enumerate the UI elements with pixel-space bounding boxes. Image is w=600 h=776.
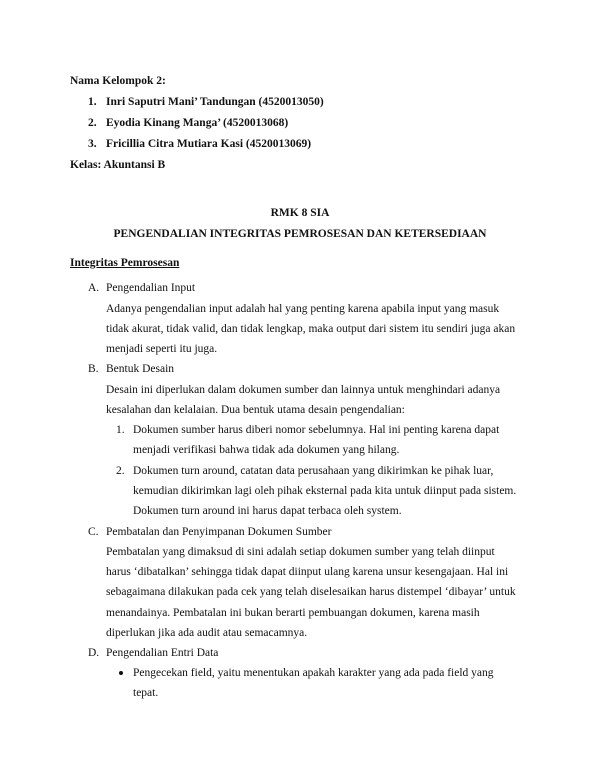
item-title: Pengendalian Entri Data xyxy=(106,647,219,659)
item-title: Pembatalan dan Penyimpanan Dokumen Sumber xyxy=(106,526,332,538)
bullet-icon xyxy=(119,671,123,675)
member-name: Fricillia Citra Mutiara Kasi (4520013069) xyxy=(106,138,312,150)
item-letter: C. xyxy=(88,526,99,538)
paragraph-line: Pembatalan yang dimaksud di sini adalah setiap dokumen sumber yang telah diinput xyxy=(106,546,495,558)
paragraph-line: Desain ini diperlukan dalam dokumen sumber dan lainnya untuk menghindari adanya xyxy=(106,384,501,396)
subitem-line: Dokumen sumber harus diberi nomor sebelumnya. Hal ini penting karena dapat xyxy=(133,424,500,436)
bullet-line: Pengecekan field, yaitu menentukan apakah karakter yang ada pada field yang xyxy=(133,667,494,679)
subitem-line: kemudian dikirimkan lagi oleh pihak eksternal pada kita untuk diinput pada sistem. xyxy=(133,485,517,497)
subitem-number: 2. xyxy=(116,465,125,477)
member-name: Eyodia Kinang Manga’ (4520013068) xyxy=(106,117,289,129)
subitem-line: Dokumen turn around ini harus dapat terbaca oleh system. xyxy=(133,505,402,517)
paragraph-line: sebagaimana dilakukan pada cek yang telah diselesaikan harus distempel ‘dibayar’ untuk xyxy=(106,586,516,598)
subitem-line: Dokumen turn around, catatan data perusahaan yang dikirimkan ke pihak luar, xyxy=(133,465,494,477)
section-heading: Integritas Pemrosesan xyxy=(70,257,180,269)
paragraph-line: menandainya. Pembatalan ini bukan berarti pembuangan dokumen, karena masih xyxy=(106,607,480,619)
item-letter: B. xyxy=(88,363,99,375)
member-number: 3. xyxy=(88,138,97,150)
group-label: Nama Kelompok 2: xyxy=(70,75,166,87)
subitem-number: 1. xyxy=(116,424,125,436)
bullet-line: tepat. xyxy=(133,687,159,699)
member-name: Inri Saputri Mani’ Tandungan (4520013050) xyxy=(106,96,324,108)
subitem-line: menjadi verifikasi bahwa tidak ada dokumen yang hilang. xyxy=(133,444,400,456)
paragraph-line: Adanya pengendalian input adalah hal yang penting karena apabila input yang masuk xyxy=(106,303,500,315)
document-subtitle: PENGENDALIAN INTEGRITAS PEMROSESAN DAN KETERSEDIAAN xyxy=(113,228,487,240)
paragraph-line: harus ‘dibatalkan’ sehingga tidak dapat diinput ulang karena unsur kesengajaan. Hal ini xyxy=(106,566,509,578)
paragraph-line: menjadi seperti itu juga. xyxy=(106,343,218,355)
item-letter: A. xyxy=(88,282,100,294)
item-letter: D. xyxy=(88,647,100,659)
document-title: RMK 8 SIA xyxy=(270,207,330,219)
item-title: Bentuk Desain xyxy=(106,363,175,375)
member-number: 1. xyxy=(88,96,97,108)
paragraph-line: kesalahan dan kelalaian. Dua bentuk utama desain pengendalian: xyxy=(106,404,405,416)
paragraph-line: diperlukan jika ada audit atau semacamnya. xyxy=(106,627,308,639)
item-title: Pengendalian Input xyxy=(106,282,196,294)
member-number: 2. xyxy=(88,117,97,129)
class-label: Kelas: Akuntansi B xyxy=(70,159,166,171)
paragraph-line: tidak akurat, tidak valid, dan tidak lengkap, maka output dari sistem itu sendiri juga akan xyxy=(106,323,516,335)
